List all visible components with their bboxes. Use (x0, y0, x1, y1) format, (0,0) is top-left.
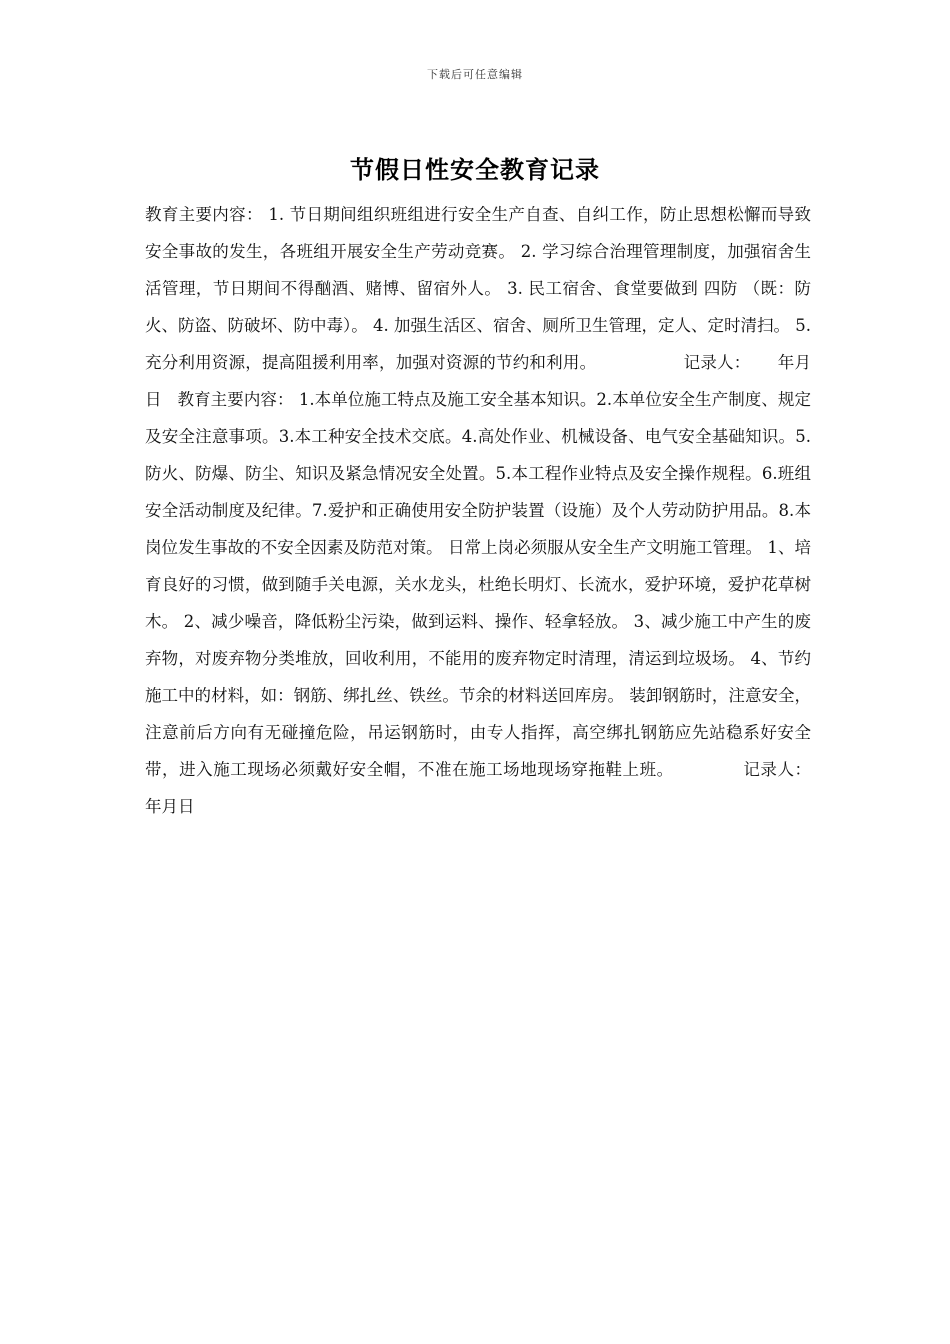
page-title: 节假日性安全教育记录 (350, 156, 600, 184)
record-date-1: 年月日 (145, 353, 811, 409)
document-body (145, 196, 817, 825)
paragraph-1: 教育主要内容： 1. 节日期间组织班组进行安全生产自查、自纠工作，防止思想松懈而导致安全事故的发生，各班组开展安全生产劳动竞赛。 2. 学习综合治理管理制度，加强宿舍生活管理，节日期间不得酗酒、赌博、留宿外人。 3. 民工宿舍、食堂要做到 四防 （既：防火、防盗、防破坏、防中毒）。 4. 加强生活区、宿舍、厕所卫生管理，定人、定时清扫。 5. 充分利用资源，提高阻援利用率，加强对资源的节约和利用。 (145, 205, 817, 372)
header-note: 下载后可任意编辑 (427, 68, 523, 81)
paragraph-2: 教育主要内容： 1.本单位施工特点及施工安全基本知识。2.本单位安全生产制度、规定及安全注意事项。3.本工种安全技术交底。4.高处作业、机械设备、电气安全基础知识。5.防火、防爆、防尘、知识及紧急情况安全处置。5.本工程作业特点及安全操作规程。6.班组安全活动制度及纪律。7.爱护和正确使用安全防护装置（设施）及个人劳动防护用品。8.本岗位发生事故的不安全因素及防范对策。 日常上岗必须服从安全生产文明施工管理。 1、培育良好的习惯，做到随手关电源，关水龙头，杜绝长明灯、长流水，爱护环境，爱护花草树木。 2、减少噪音，降低粉尘污染，做到运料、操作、轻拿轻放。 3、减少施工中产生的废弃物，对废弃物分类堆放，回收利用，不能用的废弃物定时清理，清运到垃圾场。 4、节约施工中的材料，如：钢筋、绑扎丝、铁丝。节余的材料送回库房。 装卸钢筋时，注意安全，注意前后方向有无碰撞危险，吊运钢筋时，由专人指挥，高空绑扎钢筋应先站稳系好安全带，进入施工现场必须戴好安全帽，不准在施工场地现场穿拖鞋上班。 (145, 390, 811, 779)
recorder-label-2: 记录人： (743, 760, 811, 779)
recorder-label-1: 记录人： (683, 353, 751, 372)
record-date-2: 年月日 (145, 797, 195, 816)
